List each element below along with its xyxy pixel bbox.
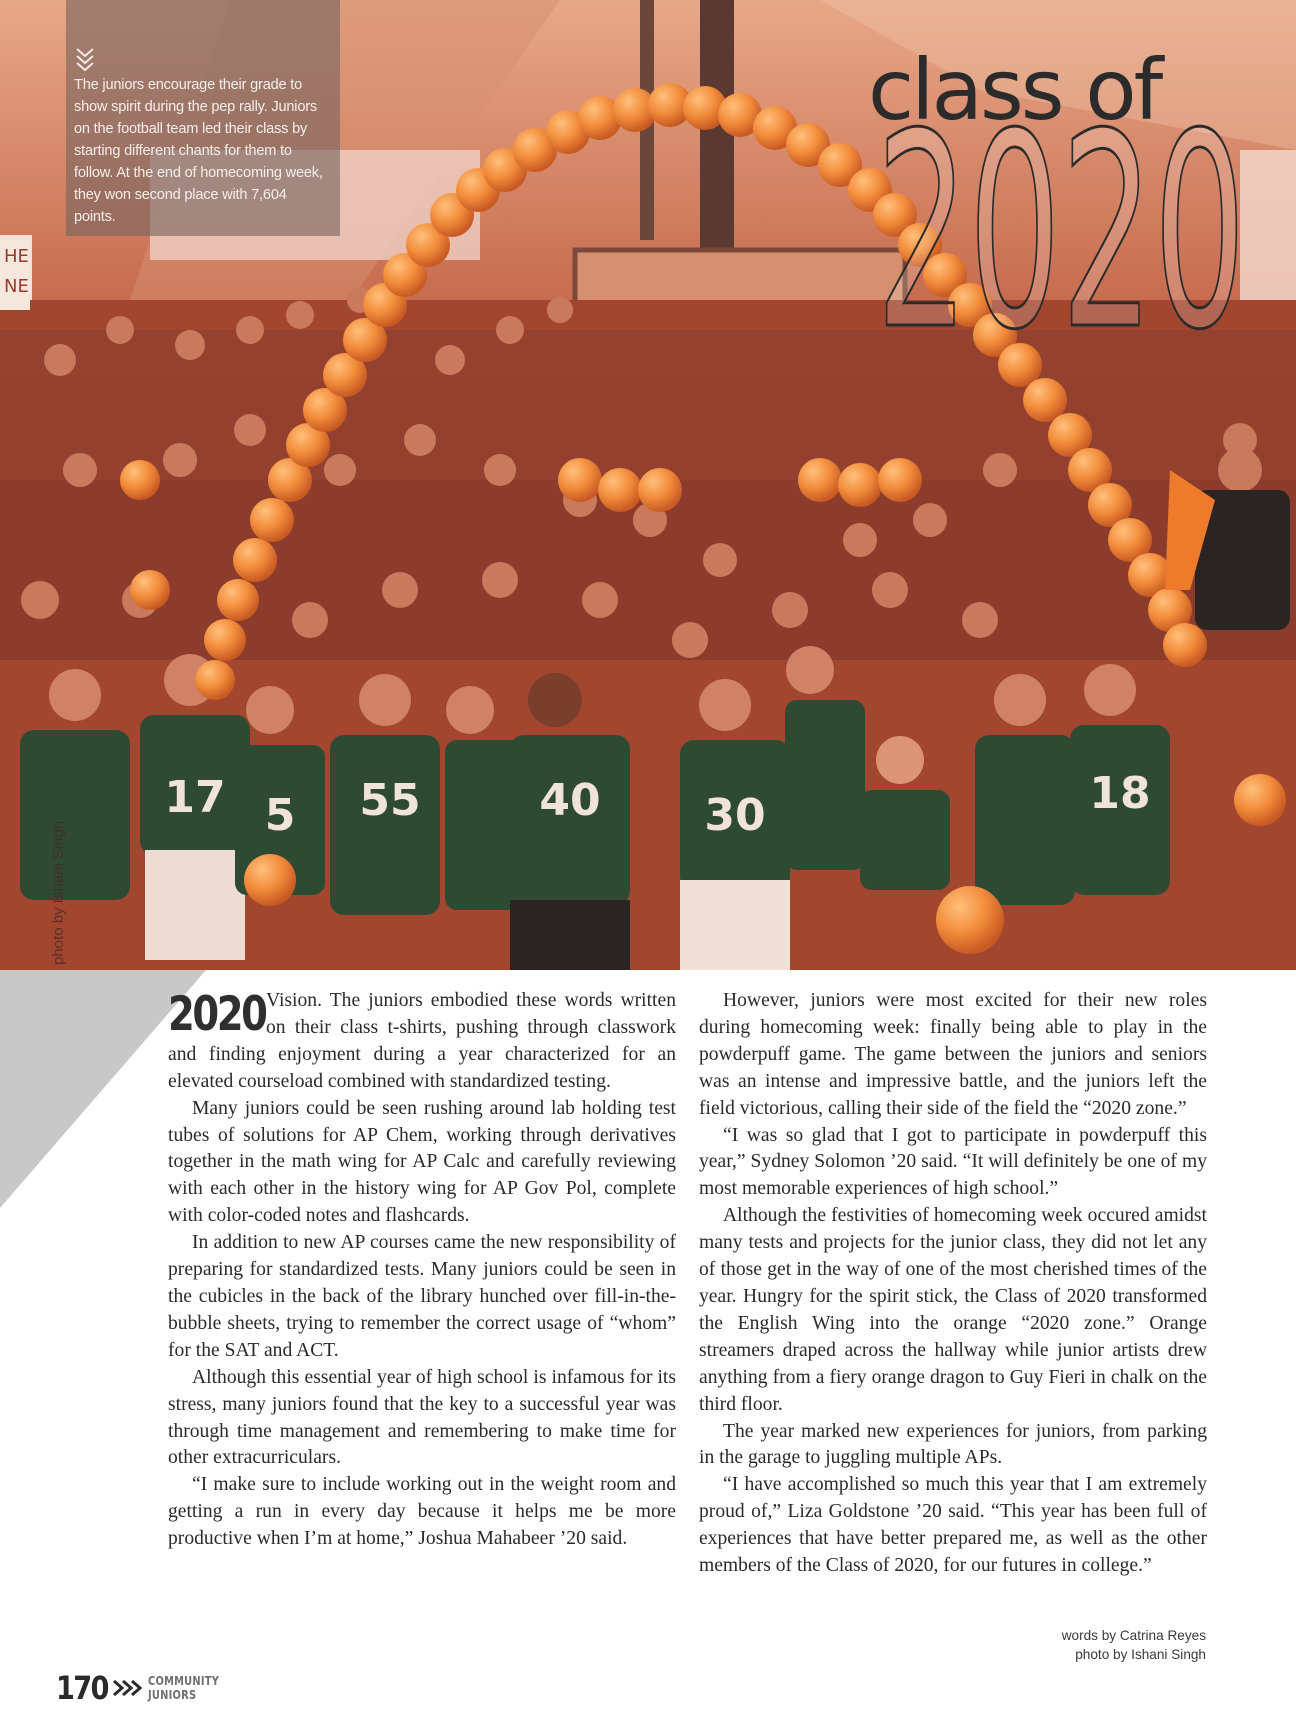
article-paragraph: However, juniors were most excited for their new roles during homecoming week: finally being able to play in the powderpuff game. The game between the juniors and seniors was an intense and impressive battle, and the juniors left the field victorious, calling their side of the field the “2020 zone.” bbox=[699, 990, 1207, 1119]
article-paragraph: Although the festivities of homecoming week occured amidst many tests and projects for the junior class, they did not let any of those get in the way of one of the most cherished times of the year. Hungry for the spirit stick, the Class of 2020 transformed the English Wing into the orange “2020 zone.” Orange streamers draped across the hallway while junior artists drew anything from a fiery orange dragon to Guy Fieri in chalk on the third floor. bbox=[699, 1205, 1207, 1415]
page-number: 170 bbox=[56, 1669, 108, 1707]
svg-text:NE: NE bbox=[4, 276, 29, 297]
drop-cap: 2020 bbox=[168, 987, 266, 1042]
photo-credit-vertical: photo by Ishani Singh bbox=[50, 820, 67, 965]
jersey-number: 17 bbox=[164, 772, 226, 823]
article-paragraph: “I was so glad that I got to participate in powderpuff this year,” Sydney Solomon ’20 said. “It will definitely be one of my most memorable experiences of high school.” bbox=[699, 1124, 1207, 1200]
jersey-number: 18 bbox=[1089, 768, 1151, 819]
page-title-year: 2020 bbox=[876, 120, 1246, 340]
article-paragraph: Many juniors could be seen rushing around lab holding test tubes of solutions for AP Chem, working through derivatives together in the math wing for AP Calc and carefully reviewing with each other in the history wing for AP Gov Pol, complete with color-coded notes and flashcards. bbox=[168, 1097, 676, 1227]
article-paragraph: 2020 Vision. The juniors embodied these words written on their class t-shirts, pushing through classwork and finding enjoyment during a year characterized for an elevated courseload combined with standardized testing. bbox=[168, 987, 676, 1092]
jersey-number: 40 bbox=[539, 775, 601, 826]
article-column-right bbox=[699, 988, 1207, 1580]
chevron-down-icon bbox=[74, 46, 96, 74]
article-paragraph: The year marked new experiences for juniors, from parking in the garage to juggling multiple APs. bbox=[699, 1420, 1207, 1469]
article-credits bbox=[960, 1626, 1206, 1664]
double-chevron-right-icon bbox=[110, 1677, 142, 1699]
article-paragraph: “I make sure to include working out in the weight room and getting a run in every day because it helps me be more productive when I’m at home,” Joshua Mahabeer ’20 said. bbox=[168, 1474, 676, 1550]
article-paragraph: Although this essential year of high school is infamous for its stress, many juniors found that the key to a successful year was through time management and remembering to make time for other extracurriculars. bbox=[168, 1366, 676, 1469]
photo-caption: The juniors encourage their grade to show spirit during the pep rally. Juniors on the football team led their class by starting different chants for them to follow. At the end of homecoming week, they won second place with 7,604 points. bbox=[74, 77, 323, 225]
page-title-big bbox=[876, 120, 1248, 340]
article-column-left bbox=[168, 988, 676, 1553]
words-credit: words by Catrina Reyes bbox=[1061, 1628, 1206, 1643]
photo-credit: photo by Ishani Singh bbox=[1075, 1647, 1206, 1662]
jersey-number: 55 bbox=[359, 775, 421, 826]
page-title-small: class of bbox=[868, 41, 1161, 139]
article-paragraph: “I have accomplished so much this year that I am extremely proud of,” Liza Goldstone ’20 said. “This year has been full of experiences that have better prepared me, as well as the other members of the Class of 2020, for our futures in college.” bbox=[699, 1474, 1207, 1577]
page-folio bbox=[56, 1666, 235, 1710]
jersey-number: 5 bbox=[264, 790, 296, 841]
article-paragraph: In addition to new AP courses came the new responsibility of preparing for standardized tests. Many juniors could be seen in the cubicles in the back of the library hunched over fill-in-the-bubble sheets, trying to remember the correct usage of “whom” for the SAT and ACT. bbox=[168, 1232, 676, 1361]
svg-text:HE: HE bbox=[4, 246, 29, 267]
section-label: COMMUNITY JUNIORS bbox=[148, 1674, 220, 1702]
jersey-number: 30 bbox=[704, 790, 766, 841]
photo-caption-box bbox=[66, 0, 340, 236]
